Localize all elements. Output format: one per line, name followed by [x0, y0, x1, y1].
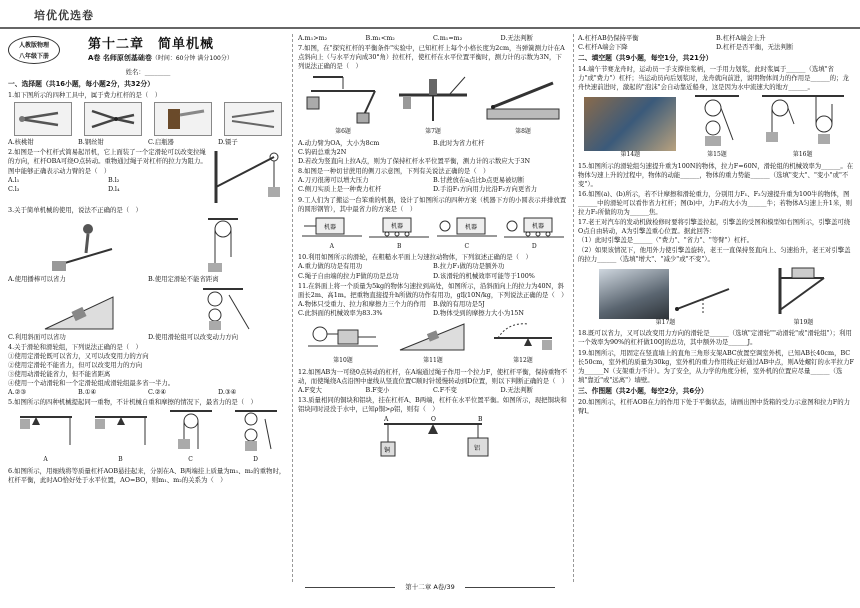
- q13-balance-diagram: [298, 414, 568, 460]
- option[interactable]: D.无法判断: [500, 385, 533, 394]
- q7-options: [298, 139, 568, 166]
- option[interactable]: B.杠杆A端会上升: [716, 34, 766, 42]
- q11-options: [298, 300, 568, 318]
- option[interactable]: C.②④: [148, 388, 167, 397]
- q10-options: [298, 262, 568, 280]
- q16-pulley-diagrams: [758, 94, 848, 148]
- chapter-title: 第十二章 简单机械: [88, 37, 215, 52]
- nutcracker-image: [14, 102, 72, 136]
- option[interactable]: C.钩码总重为2N: [298, 148, 347, 157]
- page-number: 第十二章 A卷/39: [405, 583, 455, 591]
- q3-figures-top: [8, 217, 288, 273]
- bottle-opener-image: [154, 102, 212, 136]
- q4-statement: ②使用定滑轮不能省力，但可以改变用力的方向: [8, 360, 143, 369]
- option[interactable]: B.做的有用功是5J: [433, 299, 485, 308]
- option[interactable]: D.该滑轮的机械效率可能等于100%: [433, 271, 535, 280]
- q9-machine-d: [504, 216, 564, 240]
- q17-part: （2）如果该情况下，他用外力使引擎盖旋转，老王一直保持竖直向上、匀速抬升，老王对引擎盖的拉力______（选填"增大"、"减少"或"不变"）。: [578, 245, 851, 263]
- question-18: 18.既可以省力，又可以改变用力方向的滑轮是______（选填"定滑轮""动滑轮"或"滑轮组"）；利用一个效率为90%的杠杆做100J的总功，其中额外功是______J。: [578, 329, 852, 347]
- footer-ornament: [465, 587, 555, 588]
- column-left: [8, 34, 288, 582]
- question-2: 2.如图是一个杠杆式简易起吊机，它上面装了一个定滑轮可以改变拉绳的方向，杠杆OBA可绕O点转动。重物通过绳子对杠杆的拉力为阻力。图中能够正确表示动力臂的是（ ）: [8, 148, 207, 175]
- option[interactable]: D.手沿F₁方向用力比沿F₂方向更省力: [433, 185, 537, 194]
- option[interactable]: B.甘蔗放在a点比b点更易被切断: [433, 176, 525, 185]
- option[interactable]: B.钢丝钳: [78, 138, 104, 147]
- option[interactable]: A.杠杆AB仍保持平衡: [578, 34, 639, 42]
- edition-badge: 人教版物理 八年级下册: [8, 36, 60, 64]
- question-5: 5.如图所示的四种机械提起同一重物，不计机械自重和摩擦的情况下，最省力的是（ ）: [8, 398, 257, 407]
- svg-text:O: O: [431, 416, 436, 424]
- question-8: 8.如图是一种切甘蔗用的侧刀示意图，下列有关说法正确的是（ ）: [298, 167, 490, 176]
- q3-options-bottom: [8, 333, 288, 342]
- q4-options: [8, 388, 288, 397]
- brand-title: 培优优选卷: [34, 9, 94, 22]
- question-15: 15.如图所示的滑轮组匀速提升重为100N的物体，拉力F=60N，滑轮组的机械效率为______。在物体匀速上升的过程中，物体的动能______，物体的重力势能______（选填"变大"、"变小"或"不变"）。: [578, 161, 854, 188]
- option[interactable]: D.l₄: [108, 184, 120, 193]
- title-block: [8, 36, 288, 64]
- top-bar: [0, 0, 860, 36]
- q13-options: [578, 34, 854, 52]
- question-1: 1.如下图所示的四种工具中，属于费力杠杆的是（ ）: [8, 91, 162, 100]
- svg-text:A: A: [384, 416, 389, 424]
- q5-lever-a: [16, 409, 76, 453]
- crane-diagram: [208, 147, 284, 205]
- q5-pulley-c: [166, 409, 216, 453]
- footer-ornament: [305, 587, 395, 588]
- section-heading: 二、填空题（共9小题，每空1分，共21分）: [578, 54, 713, 63]
- option[interactable]: D.无法判断: [500, 34, 533, 42]
- svg-text:机器: 机器: [323, 223, 336, 231]
- question-6: 6.如图所示，用细线将等质量杠杆AOB悬挂起来，分别在A、B两端挂上质量为m₁、m₂的重物时，杠杆平衡，此时AO恰好处于水平位置，AO=BO，则m₁、m₂的关系为（ ）: [8, 466, 286, 484]
- page-footer: [0, 583, 860, 592]
- q9-figures: 机器 A 机器 B 机器 C 机器 D: [298, 216, 568, 252]
- q4-statement: ④使用一个动滑轮和一个定滑轮组成滑轮组最多省一半力。: [8, 378, 175, 387]
- q10-pulley-diagram: [308, 320, 378, 354]
- q17-q19-figures: 第17题 第19题: [578, 266, 854, 328]
- option[interactable]: D.物体受到的摩擦力大小为15N: [433, 308, 524, 317]
- option[interactable]: C.m₁=m₂: [433, 34, 463, 42]
- pliers-image: [84, 102, 142, 136]
- question-14: 14.端午节赛龙舟时，运动员一手支撑住浆柄，一手用力划浆，此时浆属于______（选填"省力"或"费力"）杠杆；当运动员向后划浆时，龙舟就向前进，说明物体间力的作用是______的；龙舟快速前进时，激起的"泡沫"会自动靠近船身，这是因为水中流速大的地方______。: [578, 64, 849, 92]
- q1-options: [8, 138, 288, 147]
- option[interactable]: B.使用定滑轮不能省距离: [148, 275, 219, 284]
- option[interactable]: C.F不变: [433, 385, 457, 394]
- pulley-system-diagram: [193, 287, 253, 331]
- question-12: 12.如图AB为一可绕0点转动的杠杆，在A端通过绳子作用一个拉力F，使杠杆平衡，保持重物不动，而使绳绕A点沿图中虚线从竖直位置C顺时针缓慢转动到D位置，则以下判断正确的是（ ）: [298, 367, 568, 385]
- tweezers-image: [224, 102, 282, 136]
- q5-lever-b: [91, 409, 151, 453]
- question-7: 7.如图，在"探究杠杆的平衡条件"实验中，已知杠杆上每个小格长度为2cm，当弹簧测力计在A点斜向上（与水平方向成30°角）拉杠杆，使杠杆在水平位置平衡时，测力计的示数为3N，下列说法正确的是（ ）: [298, 44, 565, 71]
- q9-machine-c: [437, 216, 497, 240]
- svg-text:铝: 铝: [474, 445, 481, 453]
- option[interactable]: A.物体只受重力、拉力和摩擦力三个力的作用: [298, 299, 427, 308]
- q9-machine-a: [302, 216, 362, 240]
- option[interactable]: A.使用播棒可以省力: [8, 275, 66, 284]
- svg-text:机器: 机器: [391, 222, 404, 230]
- svg-text:铜: 铜: [384, 447, 391, 455]
- q4-statement: ③使用动滑轮能省力，但不能省距离: [8, 369, 111, 378]
- q14-q16-figures: 第14题 第15题 第16题: [578, 94, 854, 160]
- q12-lever-diagram: [488, 320, 558, 354]
- option[interactable]: A.重力做的功是有用功: [298, 262, 363, 271]
- dragon-boat-photo: [584, 97, 676, 151]
- column-divider: [573, 34, 574, 582]
- q2-options: [8, 176, 208, 194]
- option[interactable]: A.l₁: [8, 175, 20, 184]
- q10-q12-figures: 第10题 第11题 第12题: [298, 320, 568, 366]
- fixed-pulley-diagram: [198, 217, 248, 273]
- q3-options-top: [8, 275, 288, 284]
- question-16: 16.如图(a)、(b)所示，若不计摩擦和滑轮重力，分别用力F₁、F₂匀速提升重为100牛的物体，图______中的滑轮可以看作省力杠杆；图(b)中，力F₂的大小为______牛；若物体A匀速上升1米，则拉力F₂所做的功为______焦。: [578, 190, 852, 217]
- q15-pulley-diagram: [689, 94, 745, 148]
- option[interactable]: A.动力臂为OA，大小为8cm: [298, 138, 380, 147]
- svg-text:机器: 机器: [532, 222, 545, 230]
- q7-lever-experiment: [393, 73, 473, 125]
- option[interactable]: C.启瓶器: [148, 138, 174, 147]
- q11-incline-diagram: [398, 320, 468, 354]
- q4-statement: ①使用定滑轮既可以省力，又可以改变用力的方向: [8, 351, 149, 360]
- q6-q8-figures: 第6题 第7题 第8题: [298, 73, 568, 137]
- q8-options: [298, 176, 568, 194]
- column-divider: [292, 34, 293, 582]
- question-4: 4.关于滑轮和滑轮组，下列说法正确的是（ ）: [8, 342, 142, 351]
- option[interactable]: D.镊子: [218, 138, 238, 147]
- question-13: 13.质量相同的铜块和铝块，挂在杠杆A、B两端，杠杆在水平位置平衡。如图所示，现把铜块和铝块同时浸没于水中，已知ρ铜>ρ铝，则有（ ）: [298, 395, 567, 413]
- question-3: 3.关于简单机械的使用，说法不正确的是（ ）: [8, 206, 142, 215]
- top-rule: [0, 27, 860, 29]
- q17-part: （1）此时引擎盖是______（"费力"、"省力"、"等臂"）杠杆。: [578, 236, 754, 245]
- svg-text:B: B: [478, 416, 483, 424]
- option[interactable]: B.此时为省力杠杆: [433, 138, 485, 147]
- option[interactable]: C.杠杆A端会下降: [578, 43, 628, 52]
- car-hood-photo: [599, 269, 669, 319]
- section-heading: 一、选择题（共16小题，每小题2分，共32分）: [8, 80, 154, 89]
- option[interactable]: B.F变小: [365, 385, 390, 394]
- question-2-block: [8, 147, 288, 205]
- option[interactable]: D.③④: [218, 388, 237, 397]
- q6-options: [298, 34, 568, 43]
- option[interactable]: D.若改为竖直向上拉A点，则为了保持杠杆水平位置平衡，测力计的示数应大于3N: [298, 157, 531, 166]
- q19-bracket-diagram: [774, 266, 834, 316]
- q1-figures: [8, 102, 288, 136]
- paper-title: A卷 名师原创基础卷（时间：60分钟 满分100分）: [88, 54, 233, 63]
- question-19: 19.如图所示，用固定在竖直墙上的直角三角形支架ABC放置空调室外机，已知AB长40cm，BC长50cm，室外机的质量为30kg，室外机的重力作用线正好通过AB中点，则A处螺钉的水平拉力F为______N（支架重力不计）。为了安全，从力学的角度分析，室外机的位置应尽量______（选填"靠近"或"远离"）墙壁。: [578, 348, 854, 384]
- svg-text:机器: 机器: [464, 223, 477, 231]
- option[interactable]: D.杠杆是否平衡，无法判断: [716, 43, 794, 52]
- hood-model-diagram: [673, 269, 733, 319]
- q12-options: [298, 386, 568, 395]
- option[interactable]: A.核桃钳: [8, 138, 34, 147]
- option[interactable]: A.m₁>m₂: [298, 34, 328, 42]
- column-right: [578, 34, 854, 582]
- option[interactable]: B.m₁<m₂: [365, 34, 395, 42]
- question-9: 9.工人们为了搬运一台笨重的机器，设计了如图所示的四种方案（机器下方的小圆表示并排放置的圆形钢管），其中最省力的方案是（ ）: [298, 195, 567, 213]
- q9-machine-b: [369, 216, 429, 240]
- section-heading: 三、作图题（共2小题，每空2分，共6分）: [578, 386, 708, 395]
- q3-figures-bottom: [8, 287, 288, 331]
- question-20: 20.如图所示，杠杆AOB在力的作用下处于平衡状态，请画出图中货箱的受力示意图和拉力F的力臂l。: [578, 397, 850, 415]
- q6-lever-diagram: [303, 73, 383, 125]
- option[interactable]: A.②③: [8, 388, 27, 397]
- option[interactable]: B.l₂: [108, 175, 120, 184]
- crowbar-diagram: [48, 221, 118, 273]
- option[interactable]: D.使用滑轮组可以改变动力方向: [148, 332, 239, 341]
- option[interactable]: C.此斜面的机械效率为83.3%: [298, 308, 383, 317]
- q5-pulley-d: [231, 409, 281, 453]
- option[interactable]: A.刀刃很薄可以增大压力: [298, 176, 369, 185]
- question-17: 17.老王对汽车的发动机做检修时要将引擎盖拉起，引擎盖的受图和模型如右图所示，引擎盖可绕O点自由转动，A为引擎盖重心位置。据此回答：: [578, 218, 851, 236]
- q5-figures: A B C D: [8, 409, 288, 465]
- option[interactable]: C.利用斜面可以省功: [8, 332, 66, 341]
- question-10: 10.利用如图所示的滑轮，在粗糙水平面上匀速拉动物体，下列叙述正确的是（ ）: [298, 253, 532, 262]
- column-middle: [298, 34, 568, 582]
- option[interactable]: C.l₃: [8, 184, 20, 193]
- q8-cutter-diagram: [483, 73, 563, 125]
- name-field[interactable]: 姓名：________: [125, 68, 171, 77]
- option[interactable]: A.F变大: [298, 385, 322, 394]
- option[interactable]: B.拉力F₁做的功是额外功: [433, 262, 505, 271]
- option[interactable]: B.①④: [78, 388, 97, 397]
- option[interactable]: C.侧刀实质上是一种费力杠杆: [298, 185, 382, 194]
- option[interactable]: C.绳子自由端的拉力F做的功是总功: [298, 271, 399, 280]
- question-11: 11.在斜面上将一个质量为5kg的物体匀速拉到高处，如图所示，沿斜面向上的拉力为40N，斜面长2m、高1m。把重物直接提升h所做的功作有用功，g取10N/kg，下列说法正确的是（ ）: [298, 281, 568, 299]
- incline-diagram: [43, 291, 123, 331]
